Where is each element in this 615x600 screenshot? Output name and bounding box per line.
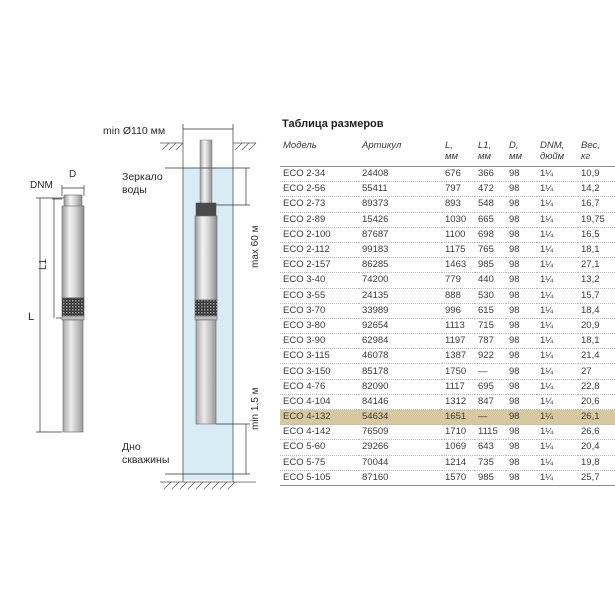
cell-model: ECO 4-76 xyxy=(280,379,359,394)
header-weight-text: Вес, xyxy=(581,140,600,151)
cell-article: 62984 xyxy=(359,334,442,349)
table-row xyxy=(280,212,615,227)
cell-d: 98 xyxy=(506,212,537,227)
header-article-text: Артикул xyxy=(362,140,402,151)
cell-weight: 19,75 xyxy=(578,212,615,227)
cell-l1: 787 xyxy=(475,334,506,349)
cell-article: 24408 xyxy=(359,167,442,182)
dnm-label: DNM xyxy=(30,180,53,191)
cell-model: ECO 5-105 xyxy=(280,470,359,485)
d-label: D xyxy=(69,169,77,180)
cell-weight: 18,4 xyxy=(578,303,615,318)
header-dnm-text: DNM, xyxy=(540,140,565,151)
water-mirror-line-2: воды xyxy=(122,184,147,196)
cell-model: ECO 3-115 xyxy=(280,349,359,364)
table-row xyxy=(280,318,615,333)
header-dnm xyxy=(537,138,578,167)
cell-weight: 16,7 xyxy=(578,197,615,212)
cell-dnm: 1¼ xyxy=(537,349,578,364)
cell-weight: 26,1 xyxy=(578,410,615,425)
cell-l: 1710 xyxy=(442,425,475,440)
cell-weight: 13,2 xyxy=(578,273,615,288)
cell-d: 98 xyxy=(506,455,537,470)
cell-d: 98 xyxy=(506,227,537,242)
cell-l1: 548 xyxy=(475,197,506,212)
cell-weight: 20,6 xyxy=(578,394,615,409)
cell-d: 98 xyxy=(506,349,537,364)
l1-label: L1 xyxy=(38,258,49,270)
cell-dnm: 1¼ xyxy=(537,470,578,485)
cell-dnm: 1¼ xyxy=(537,182,578,197)
cell-article: 24135 xyxy=(359,288,442,303)
cell-model: ECO 5-75 xyxy=(280,455,359,470)
min-gap-label: min 1,5 м xyxy=(250,387,261,430)
cell-dnm: 1¼ xyxy=(537,273,578,288)
cell-l1: 735 xyxy=(475,455,506,470)
header-l-text: L, xyxy=(445,140,453,151)
header-model-text: Модель xyxy=(283,140,317,151)
cell-weight: 20,4 xyxy=(578,440,615,455)
cell-l: 1387 xyxy=(442,349,475,364)
cell-model: ECO 2-157 xyxy=(280,258,359,273)
header-model xyxy=(280,138,359,167)
cell-d: 98 xyxy=(506,440,537,455)
cell-l1: 472 xyxy=(475,182,506,197)
cell-model: ECO 3-90 xyxy=(280,334,359,349)
cell-dnm: 1¼ xyxy=(537,440,578,455)
cell-model: ECO 2-56 xyxy=(280,182,359,197)
table-row xyxy=(280,273,615,288)
header-dnm-unit: дюйм xyxy=(540,151,565,162)
table-row xyxy=(280,258,615,273)
header-l1 xyxy=(475,138,506,167)
header-article xyxy=(359,138,442,167)
cell-model: ECO 3-40 xyxy=(280,273,359,288)
cell-dnm: 1¼ xyxy=(537,288,578,303)
header-d xyxy=(506,138,537,167)
cell-model: ECO 4-132 xyxy=(280,410,359,425)
cell-l: 996 xyxy=(442,303,475,318)
cell-weight: 10,9 xyxy=(578,167,615,182)
cell-l: 779 xyxy=(442,273,475,288)
cell-weight: 19,8 xyxy=(578,455,615,470)
cell-d: 98 xyxy=(506,288,537,303)
cell-d: 98 xyxy=(506,379,537,394)
cell-l: 1463 xyxy=(442,258,475,273)
cell-l: 1197 xyxy=(442,334,475,349)
cell-d: 98 xyxy=(506,182,537,197)
cell-dnm: 1¼ xyxy=(537,410,578,425)
cell-l: 1030 xyxy=(442,212,475,227)
cell-model: ECO 5-60 xyxy=(280,440,359,455)
cell-dnm: 1¼ xyxy=(537,364,578,379)
cell-l1: 615 xyxy=(475,303,506,318)
cell-article: 54634 xyxy=(359,410,442,425)
cell-l: 888 xyxy=(442,288,475,303)
cell-l: 1312 xyxy=(442,394,475,409)
water-mirror-line-1: Зеркало xyxy=(122,171,163,183)
cell-d: 98 xyxy=(506,242,537,257)
cell-l: 1651 xyxy=(442,410,475,425)
cell-d: 98 xyxy=(506,394,537,409)
size-table-title: Таблица размеров xyxy=(282,118,384,130)
cell-l: 797 xyxy=(442,182,475,197)
well-bottom-label xyxy=(122,441,169,466)
size-table-body xyxy=(280,167,615,486)
cell-l1: 847 xyxy=(475,394,506,409)
cell-model: ECO 2-89 xyxy=(280,212,359,227)
cell-l: 1100 xyxy=(442,227,475,242)
cell-article: 85178 xyxy=(359,364,442,379)
cell-dnm: 1¼ xyxy=(537,379,578,394)
table-row xyxy=(280,197,615,212)
cell-dnm: 1¼ xyxy=(537,455,578,470)
header-d-text: D, xyxy=(509,140,519,151)
cell-model: ECO 2-34 xyxy=(280,167,359,182)
header-l1-unit: мм xyxy=(478,151,492,162)
cell-article: 87687 xyxy=(359,227,442,242)
header-l1-text: L1, xyxy=(478,140,492,151)
table-row xyxy=(280,455,615,470)
cell-dnm: 1¼ xyxy=(537,318,578,333)
cell-model: ECO 2-112 xyxy=(280,242,359,257)
cell-l1: 765 xyxy=(475,242,506,257)
cell-article: 76509 xyxy=(359,425,442,440)
well-bottom-line-2: скважины xyxy=(122,454,170,466)
cell-weight: 16,5 xyxy=(578,227,615,242)
header-weight-unit: кг xyxy=(581,151,591,162)
cell-l1: 366 xyxy=(475,167,506,182)
cell-dnm: 1¼ xyxy=(537,212,578,227)
cell-model: ECO 4-104 xyxy=(280,394,359,409)
cell-l: 893 xyxy=(442,197,475,212)
cell-l1: 530 xyxy=(475,288,506,303)
cell-model: ECO 3-150 xyxy=(280,364,359,379)
size-table xyxy=(280,138,615,486)
cell-weight: 20,9 xyxy=(578,318,615,333)
cell-dnm: 1¼ xyxy=(537,394,578,409)
cell-dnm: 1¼ xyxy=(537,167,578,182)
header-l-unit: мм xyxy=(445,151,459,162)
cell-d: 98 xyxy=(506,197,537,212)
table-row-highlighted xyxy=(280,410,615,425)
l-label: L xyxy=(28,311,35,323)
table-row xyxy=(280,379,615,394)
table-row xyxy=(280,288,615,303)
cell-d: 98 xyxy=(506,273,537,288)
cell-l1: 985 xyxy=(475,258,506,273)
cell-l: 676 xyxy=(442,167,475,182)
cell-model: ECO 4-142 xyxy=(280,425,359,440)
header-weight xyxy=(578,138,615,167)
cell-dnm: 1¼ xyxy=(537,242,578,257)
table-row xyxy=(280,167,615,182)
cell-d: 98 xyxy=(506,318,537,333)
table-row xyxy=(280,470,615,485)
cell-model: ECO 3-80 xyxy=(280,318,359,333)
cell-l: 1117 xyxy=(442,379,475,394)
cell-d: 98 xyxy=(506,258,537,273)
cell-article: 55411 xyxy=(359,182,442,197)
cell-dnm: 1¼ xyxy=(537,197,578,212)
cell-weight: 15,7 xyxy=(578,288,615,303)
table-row xyxy=(280,349,615,364)
cell-article: 86285 xyxy=(359,258,442,273)
cell-l: 1069 xyxy=(442,440,475,455)
cell-weight: 18,1 xyxy=(578,334,615,349)
cell-dnm: 1¼ xyxy=(537,425,578,440)
table-row xyxy=(280,334,615,349)
cell-l1: 440 xyxy=(475,273,506,288)
cell-d: 98 xyxy=(506,167,537,182)
cell-dnm: 1¼ xyxy=(537,258,578,273)
cell-d: 98 xyxy=(506,334,537,349)
cell-article: 87160 xyxy=(359,470,442,485)
size-table-header xyxy=(280,138,615,167)
water-mirror-label xyxy=(122,171,166,196)
cell-article: 82090 xyxy=(359,379,442,394)
cell-weight: 18,1 xyxy=(578,242,615,257)
cell-weight: 25,7 xyxy=(578,470,615,485)
cell-model: ECO 3-55 xyxy=(280,288,359,303)
cell-article: 46078 xyxy=(359,349,442,364)
pump-side-view xyxy=(62,195,84,432)
table-row xyxy=(280,227,615,242)
cell-l1: 715 xyxy=(475,318,506,333)
cell-weight: 26,6 xyxy=(578,425,615,440)
cell-model: ECO 2-73 xyxy=(280,197,359,212)
cell-d: 98 xyxy=(506,303,537,318)
cell-l1: — xyxy=(475,364,506,379)
cell-weight: 27,1 xyxy=(578,258,615,273)
max-depth-label: max 60 м xyxy=(250,225,261,268)
cell-article: 84146 xyxy=(359,394,442,409)
cell-d: 98 xyxy=(506,410,537,425)
cell-weight: 21,4 xyxy=(578,349,615,364)
cell-article: 99183 xyxy=(359,242,442,257)
cell-l1: — xyxy=(475,410,506,425)
cell-article: 92654 xyxy=(359,318,442,333)
table-row xyxy=(280,303,615,318)
cell-l1: 695 xyxy=(475,379,506,394)
cell-l: 1175 xyxy=(442,242,475,257)
cell-article: 15426 xyxy=(359,212,442,227)
table-row xyxy=(280,242,615,257)
header-l xyxy=(442,138,475,167)
min-diameter-label: min Ø110 мм xyxy=(103,125,166,137)
table-row xyxy=(280,425,615,440)
table-row xyxy=(280,394,615,409)
cell-model: ECO 2-100 xyxy=(280,227,359,242)
well-diagram xyxy=(160,124,256,489)
table-row xyxy=(280,364,615,379)
cell-dnm: 1¼ xyxy=(537,227,578,242)
cell-l1: 698 xyxy=(475,227,506,242)
cell-l1: 665 xyxy=(475,212,506,227)
table-row xyxy=(280,440,615,455)
cell-weight: 22,8 xyxy=(578,379,615,394)
cell-l: 1750 xyxy=(442,364,475,379)
cell-article: 89373 xyxy=(359,197,442,212)
cell-l1: 922 xyxy=(475,349,506,364)
cell-model: ECO 3-70 xyxy=(280,303,359,318)
cell-l: 1570 xyxy=(442,470,475,485)
cell-l1: 985 xyxy=(475,470,506,485)
cell-article: 74200 xyxy=(359,273,442,288)
cell-article: 29266 xyxy=(359,440,442,455)
cell-article: 33989 xyxy=(359,303,442,318)
cell-d: 98 xyxy=(506,470,537,485)
cell-article: 70044 xyxy=(359,455,442,470)
cell-l: 1113 xyxy=(442,318,475,333)
cell-l1: 643 xyxy=(475,440,506,455)
cell-weight: 14,2 xyxy=(578,182,615,197)
table-row xyxy=(280,182,615,197)
header-d-unit: мм xyxy=(509,151,523,162)
cell-l1: 1115 xyxy=(475,425,506,440)
cell-dnm: 1¼ xyxy=(537,334,578,349)
cell-dnm: 1¼ xyxy=(537,303,578,318)
cell-weight: 27 xyxy=(578,364,615,379)
well-bottom-line-1: Дно xyxy=(122,441,141,453)
cell-l: 1214 xyxy=(442,455,475,470)
cell-d: 98 xyxy=(506,425,537,440)
cell-d: 98 xyxy=(506,364,537,379)
